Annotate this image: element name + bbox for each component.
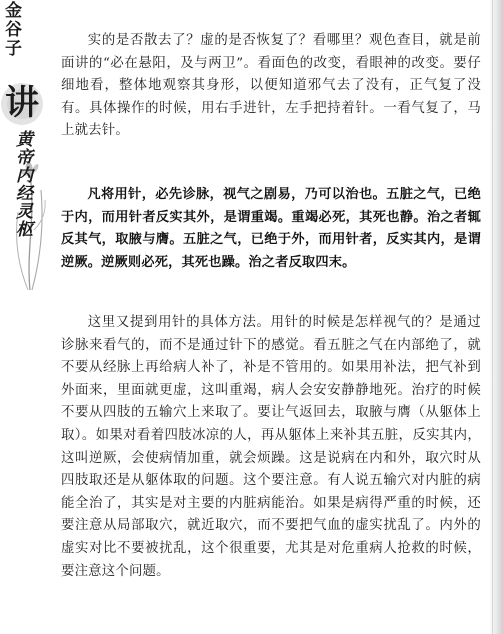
title-char-1: 金 [5,1,22,21]
title-char-7: 内 [16,166,33,186]
paragraph-commentary-2: 这里又提到用针的具体方法。用针的时候是怎样视气的？是通过诊脉来看气的，而不是通过针下的感觉。看五脏之气在内部绝了，就不要从经脉上再给病人补了，补是不管用的。如果用补法，把气补到外面来，里面就更虚，这叫重竭，病人会安安静静地死。治疗的时候不要从四肢的五输穴上来取了。要让气返回去，取腋与膺（从躯体上取）。如果对看着四肢冰凉的人，再从躯体上来补其五脏，反实其内，这叫逆厥，会使病情加重，就会烦躁。这是说病在内和外，取穴时从四肢取还是从躯体取的问题。这个要注意。有人说五输穴对内脏的病能全治了，其实是对主要的内脏病能治。如果是病得严重的时候，还要注意从局部取穴，就近取穴，而不要把气血的虚实扰乱了。内外的虚实对比不要被扰乱，这个很重要，尤其是对危重病人抢救的时候，要注意这个问题。 [61,315,481,579]
book-title-header [0,0,50,300]
title-char-9: 灵 [16,202,33,222]
title-char-big: 讲 [5,83,39,123]
title-char-2: 谷 [5,20,22,40]
paragraph-classic-quote: 凡将用针，必先诊脉，视气之剧易，乃可以治也。五脏之气，已绝于内，而用针者反实其外，是谓重竭。重竭必死，其死也静。治之者辄反其气，取腋与膺。五脏之气，已绝于外，而用针者，反实其内，是谓逆厥。逆厥则必死，其死也躁。治之者反取四末。 [61,187,481,270]
title-char-6: 帝 [16,148,33,168]
title-char-5: 黄 [16,130,33,150]
title-char-10: 枢 [16,220,33,240]
page-edge-line [492,0,493,634]
paragraph-commentary-1: 实的是否散去了？虚的是否恢复了？看哪里？观色查目，就是前面讲的“必在悬阳，及与两卫”。看面色的改变，看眼神的改变。要仔细地看，整体地观察其身形，以便知道邪气去了没有，正气复了没有。具体操作的时候，用右手进针，左手把持着针。一看气复了，马上就去针。 [61,33,481,139]
title-char-8: 经 [16,184,33,204]
title-char-3: 子 [5,39,22,59]
